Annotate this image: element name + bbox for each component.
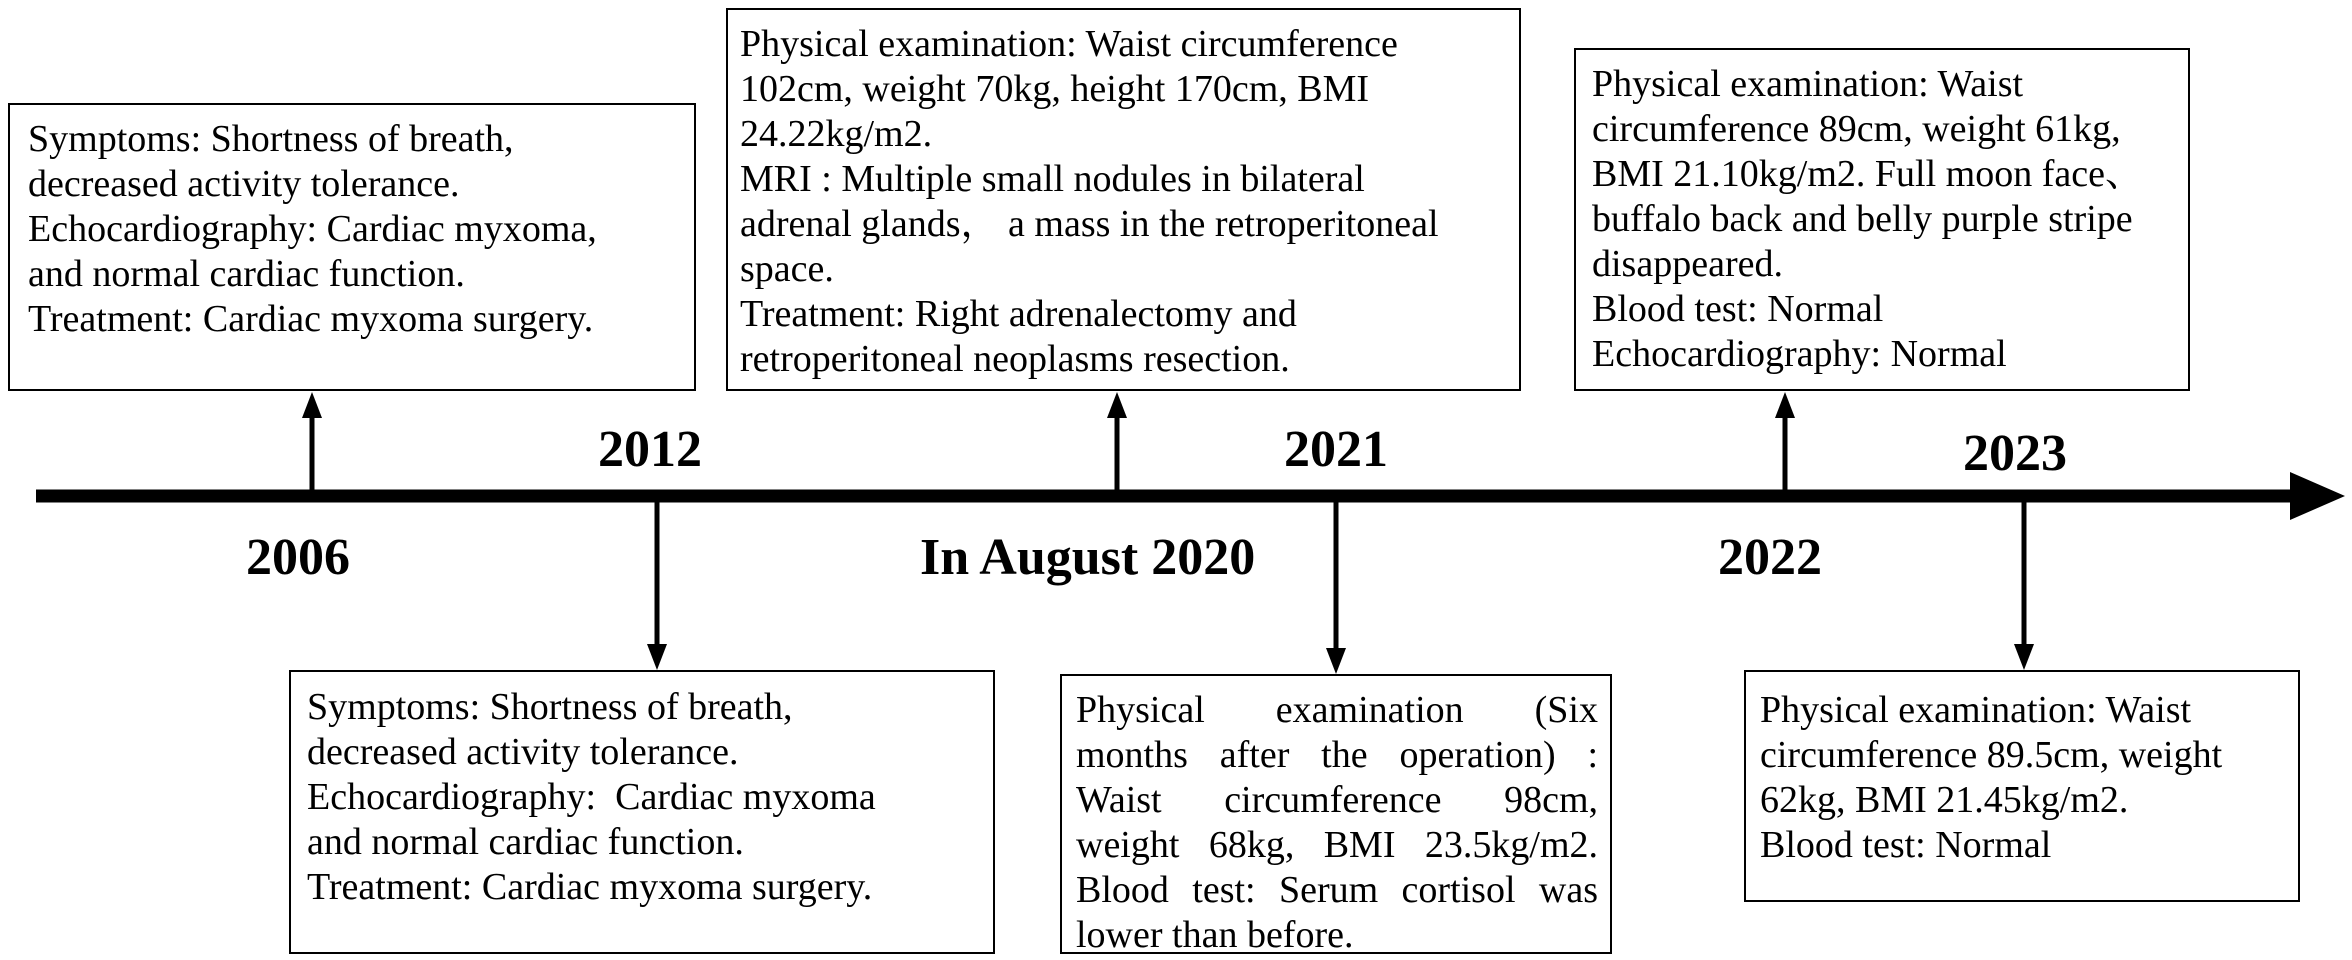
event-2021-line: Physical examination (Six xyxy=(1076,689,1598,731)
event-box-2012 xyxy=(289,670,995,954)
event-2006-line: Symptoms: Shortness of breath, xyxy=(28,118,514,160)
event-box-2020 xyxy=(726,8,1521,391)
event-2006-line: decreased activity tolerance. xyxy=(28,163,460,205)
arrowhead-2006 xyxy=(302,392,322,418)
event-2023-line: Blood test: Normal xyxy=(1760,824,2052,866)
event-2020-line: Physical examination: Waist circumference xyxy=(740,23,1398,65)
timeline-axis-arrowhead xyxy=(2290,472,2345,520)
year-label-2021: 2021 xyxy=(1284,421,1388,478)
year-label-2023: 2023 xyxy=(1963,425,2067,482)
year-label-2022: 2022 xyxy=(1718,529,1822,586)
event-2021-line: weight 68kg, BMI 23.5kg/m2. xyxy=(1076,824,1598,866)
event-2020-line: 102cm, weight 70kg, height 170cm, BMI xyxy=(740,68,1370,110)
arrowhead-2020 xyxy=(1107,392,1127,418)
arrowhead-2022 xyxy=(1775,392,1795,418)
event-2006-line: Echocardiography: Cardiac myxoma, xyxy=(28,208,597,250)
event-2022-line: circumference 89cm, weight 61kg, xyxy=(1592,108,2121,150)
year-label-2020: In August 2020 xyxy=(920,529,1256,586)
event-2023-line: 62kg, BMI 21.45kg/m2. xyxy=(1760,779,2129,821)
year-label-2006: 2006 xyxy=(246,529,350,586)
event-2006-line: Treatment: Cardiac myxoma surgery. xyxy=(28,298,594,340)
arrowhead-2021 xyxy=(1326,648,1346,674)
arrowhead-2023 xyxy=(2014,644,2034,670)
event-2022-line: buffalo back and belly purple stripe xyxy=(1592,198,2133,240)
event-2022-line: Blood test: Normal xyxy=(1592,288,1884,330)
event-2020-line: 24.22kg/m2. xyxy=(740,113,933,155)
event-2021-line: Waist circumference 98cm, xyxy=(1076,779,1598,821)
event-2021-line: lower than before. xyxy=(1076,914,1354,956)
event-2023-line: Physical examination: Waist xyxy=(1760,689,2192,731)
event-2022-line: disappeared. xyxy=(1592,243,1783,285)
event-2023-line: circumference 89.5cm, weight xyxy=(1760,734,2223,776)
event-box-2023 xyxy=(1744,670,2300,902)
event-2021-line: Blood test: Serum cortisol was xyxy=(1076,869,1598,911)
event-2012-line: Treatment: Cardiac myxoma surgery. xyxy=(307,866,873,908)
event-2020-line: adrenal glands， a mass in the retroperitoneal xyxy=(740,203,1439,245)
event-2022-line: Physical examination: Waist xyxy=(1592,63,2024,105)
event-2021-line: months after the operation) : xyxy=(1076,734,1598,776)
event-2020-line: space. xyxy=(740,248,834,290)
event-2020-line: retroperitoneal neoplasms resection. xyxy=(740,338,1290,380)
event-2006-line: and normal cardiac function. xyxy=(28,253,465,295)
event-2012-line: Symptoms: Shortness of breath, xyxy=(307,686,793,728)
event-box-2022 xyxy=(1574,48,2190,391)
event-2022-line: BMI 21.10kg/m2. Full moon face、 xyxy=(1592,153,2143,195)
event-2022-line: Echocardiography: Normal xyxy=(1592,333,2007,375)
event-box-2021 xyxy=(1060,674,1612,954)
event-2012-line: and normal cardiac function. xyxy=(307,821,744,863)
event-2020-line: MRI : Multiple small nodules in bilateral xyxy=(740,158,1365,200)
event-2012-line: decreased activity tolerance. xyxy=(307,731,739,773)
event-2020-line: Treatment: Right adrenalectomy and xyxy=(740,293,1297,335)
event-box-2006 xyxy=(8,103,696,391)
event-2012-line: Echocardiography: Cardiac myxoma xyxy=(307,776,876,818)
year-label-2012: 2012 xyxy=(598,421,702,478)
arrowhead-2012 xyxy=(647,644,667,670)
